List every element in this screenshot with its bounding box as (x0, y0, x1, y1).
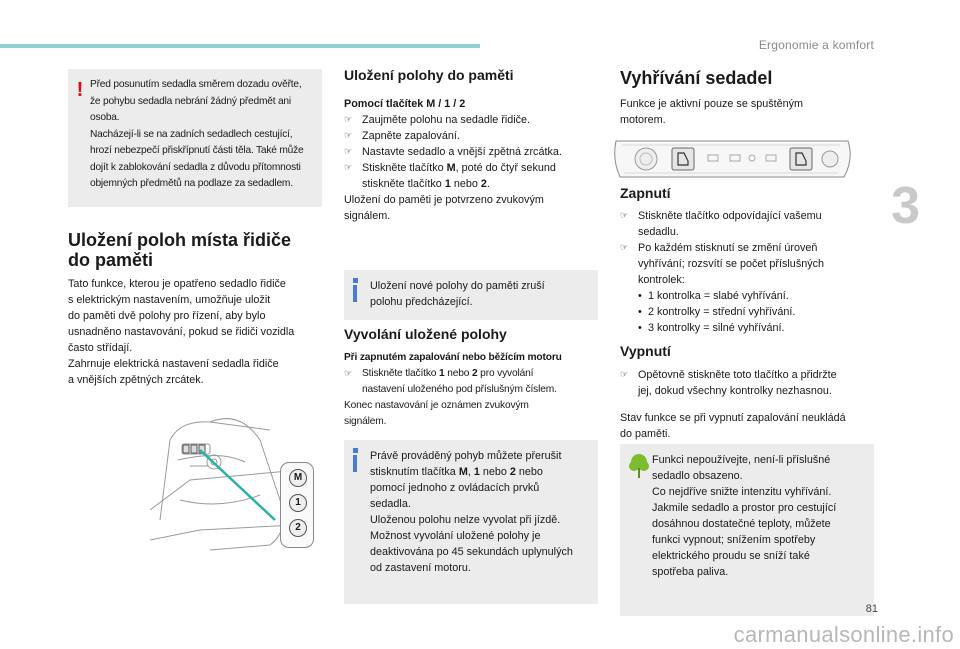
text-run: stisknutím tlačítka (370, 466, 459, 478)
step-item (620, 208, 874, 240)
eco-line: Co nejdříve snižte intenzitu vyhřívání. (652, 486, 832, 498)
step-icon: ☞ (620, 243, 629, 253)
body-line: Zahrnuje elektrická nastavení sedadla řidiče (68, 358, 279, 370)
recall-position-steps (344, 350, 600, 430)
step-icon: ☞ (344, 369, 352, 379)
text-run: pro vyvolání (477, 368, 534, 379)
info-line: Uloženou polohu nelze vyvolat při jízdě. (370, 514, 561, 526)
save-position-heading: Uložení polohy do paměti (344, 67, 514, 83)
seat-heating-heading: Vyhřívání sedadel (620, 68, 773, 88)
info-icon (352, 448, 358, 474)
eco-line: Jakmile sedadlo a prostor pro cestující (652, 502, 837, 514)
warning-exclamation-icon: ! (76, 79, 84, 101)
info-box-interrupt (344, 440, 598, 604)
body-line: do paměti dvě polohy pro řízení, aby bylo (68, 310, 266, 322)
body-line: často střídají. (68, 342, 133, 354)
body-line: Uložení do paměti je potvrzeno zvukovým (344, 194, 544, 206)
header-accent-bar (0, 44, 480, 48)
page-number: 81 (865, 603, 878, 615)
body-line: do paměti. (620, 428, 671, 440)
step-text (638, 240, 824, 288)
text-run: , (467, 466, 474, 478)
body-line: usnadněno nastavování, pokud se řidiči vozidla (68, 326, 295, 338)
memory-button-1[interactable]: 1 (289, 494, 307, 512)
step-text (362, 160, 556, 192)
info-line: od zastavení motoru. (370, 562, 471, 574)
turn-on-steps (620, 208, 874, 336)
step-text (638, 208, 822, 240)
warning-line: hrozí nebezpečí přiskřípnutí části těla. Také může (90, 145, 304, 156)
info-line: deaktivována po 45 sekundách uplynulých (370, 546, 573, 558)
turn-off-steps (620, 367, 874, 399)
body-line: motorem. (620, 114, 666, 126)
turn-off-note (620, 410, 874, 442)
eco-line: funkci vypnout; snížením spotřeby (652, 534, 816, 546)
text-run: . (486, 178, 490, 190)
memory-button-m[interactable]: M (289, 469, 307, 487)
text-run: nebo (444, 368, 472, 379)
step-icon: ☞ (344, 163, 353, 173)
eco-line: Funkci nepoužívejte, není-li příslušné (652, 454, 831, 466)
body-line: Konec nastavování je oznámen zvukovým (344, 400, 529, 411)
step-icon: ☞ (620, 370, 629, 380)
info-icon (352, 278, 358, 304)
watermark-text: carmanualsonline.info (733, 622, 954, 647)
body-line: signálem. (344, 416, 387, 427)
text-run: 2 (471, 368, 478, 379)
info-line: pomocí jednoho z ovládacích prvků (370, 482, 540, 494)
info-line: polohu předcházející. (370, 296, 473, 308)
info-box-overwrite (344, 270, 598, 320)
step-icon: ☞ (620, 211, 629, 221)
text-run: stiskněte tlačítko (362, 178, 445, 190)
warning-box (68, 69, 322, 207)
level-item (620, 304, 874, 320)
text-run: kontrolek: (638, 274, 685, 286)
text-run: 1 (439, 368, 445, 379)
turn-off-heading: Vypnutí (620, 343, 671, 359)
level-item (620, 320, 874, 336)
bullet-dot: • (638, 322, 642, 334)
text-run: sedadlu. (638, 226, 679, 238)
level-item (620, 288, 874, 304)
step-item (344, 144, 600, 160)
step-text: Zaujměte polohu na sedadle řidiče. (362, 114, 531, 126)
text-run: 1 (444, 178, 451, 190)
step-item (344, 112, 600, 128)
step-icon: ☞ (344, 115, 353, 125)
body-line: Funkce je aktivní pouze se spuštěným (620, 98, 804, 110)
step-text (638, 367, 837, 399)
step-text (362, 366, 557, 398)
step-text: Nastavte sedadlo a vnější zpětná zrcátka. (362, 146, 562, 158)
step-item (344, 366, 600, 398)
info-line: Možnost vyvolání uložené polohy je (370, 530, 541, 542)
info-line: Uložení nové polohy do paměti zruší (370, 280, 545, 292)
warning-line: objemných předmětů na podlaze za sedadlem. (90, 178, 293, 189)
text-run: Po každém stisknutí se změní úroveň (638, 242, 818, 254)
text-run: nebo (515, 466, 543, 478)
eco-line: elektrického proudu se sníží také (652, 550, 810, 562)
recall-position-heading: Vyvolání uložené polohy (344, 326, 507, 342)
bullet-dot: • (638, 306, 642, 318)
turn-on-heading: Zapnutí (620, 185, 671, 201)
text-run: Stiskněte tlačítko (362, 368, 439, 379)
chapter-number: 3 (891, 177, 920, 235)
step-icon: ☞ (344, 147, 353, 157)
chapter-header-title: Ergonomie a komfort (758, 38, 874, 52)
warning-line: Nacházejí-li se na zadních sedadlech cestující, (90, 128, 293, 140)
memory-buttons-panel (280, 462, 314, 548)
eco-tip-box (620, 444, 874, 616)
step-item (620, 367, 874, 399)
step-icon: ☞ (344, 131, 353, 141)
text-run: 2 (509, 466, 516, 478)
memory-intro-text (68, 276, 328, 388)
eco-line: spotřeba paliva. (652, 566, 729, 578)
memory-button-2[interactable]: 2 (289, 519, 307, 537)
text-run: M (458, 466, 468, 478)
warning-line: osoba. (90, 112, 120, 123)
text-run: nastavení uloženého pod příslušným číslem. (362, 384, 557, 395)
text-run: 2 (480, 178, 487, 190)
body-line: a vnějších zpětných zrcátek. (68, 374, 204, 386)
text-run: Stiskněte tlačítko (362, 162, 447, 174)
level-text: 1 kontrolka = slabé vyhřívání. (648, 290, 789, 302)
body-line: s elektrickým nastavením, umožňuje uložit (68, 294, 271, 306)
step-item (620, 240, 874, 288)
text-run: Opětovně stiskněte toto tlačítko a přidržte (638, 369, 837, 381)
seat-heating-intro (620, 96, 870, 128)
text-run: M (446, 162, 456, 174)
text-run: jej, dokud všechny kontrolky nezhasnou. (638, 385, 832, 397)
heated-seat-control-panel-illustration (608, 135, 858, 183)
steps-lead: Při zapnutém zapalování nebo běžícím motoru (344, 352, 562, 363)
text-run: nebo (479, 466, 510, 478)
heading-line: do paměti (68, 250, 154, 270)
steps-lead: Pomocí tlačítek M / 1 / 2 (344, 98, 466, 110)
info-line: sedadla. (370, 498, 411, 510)
text-run: , poté do čtyř sekund (455, 162, 556, 174)
level-text: 2 kontrolky = střední vyhřívání. (648, 306, 796, 318)
heading-line: Uložení poloh místa řidiče (68, 230, 292, 250)
text-run: Stiskněte tlačítko odpovídající vašemu (638, 210, 822, 222)
text-run: vyhřívání; rozsvítí se počet příslušných (638, 258, 825, 270)
step-item (344, 160, 600, 192)
body-line: Stav funkce se při vypnutí zapalování neukládá (620, 412, 846, 424)
eco-leaf-icon (628, 452, 650, 482)
body-line: signálem. (344, 210, 391, 222)
eco-line: dosáhnou dostatečné teploty, můžete (652, 518, 831, 530)
info-line (370, 464, 588, 480)
warning-line: že pohybu sedadla nebrání žádný předmět ani (90, 95, 291, 107)
body-line: Tato funkce, kterou je opatřeno sedadlo řidiče (68, 278, 286, 290)
warning-line: Před posunutím sedadla směrem dozadu ověřte, (90, 79, 302, 90)
warning-line: dojít k zablokování sedadla z důvodu přítomnosti (90, 161, 301, 173)
eco-line: sedadlo obsazeno. (652, 470, 743, 482)
bullet-dot: • (638, 290, 642, 302)
save-position-steps (344, 96, 600, 224)
level-text: 3 kontrolky = silné vyhřívání. (648, 322, 785, 334)
text-run: nebo (450, 178, 481, 190)
info-line: Právě prováděný pohyb můžete přerušit (370, 450, 562, 462)
step-item (344, 128, 600, 144)
memory-positions-heading (68, 230, 291, 270)
step-text: Zapněte zapalování. (362, 130, 460, 142)
text-run: 1 (473, 466, 480, 478)
